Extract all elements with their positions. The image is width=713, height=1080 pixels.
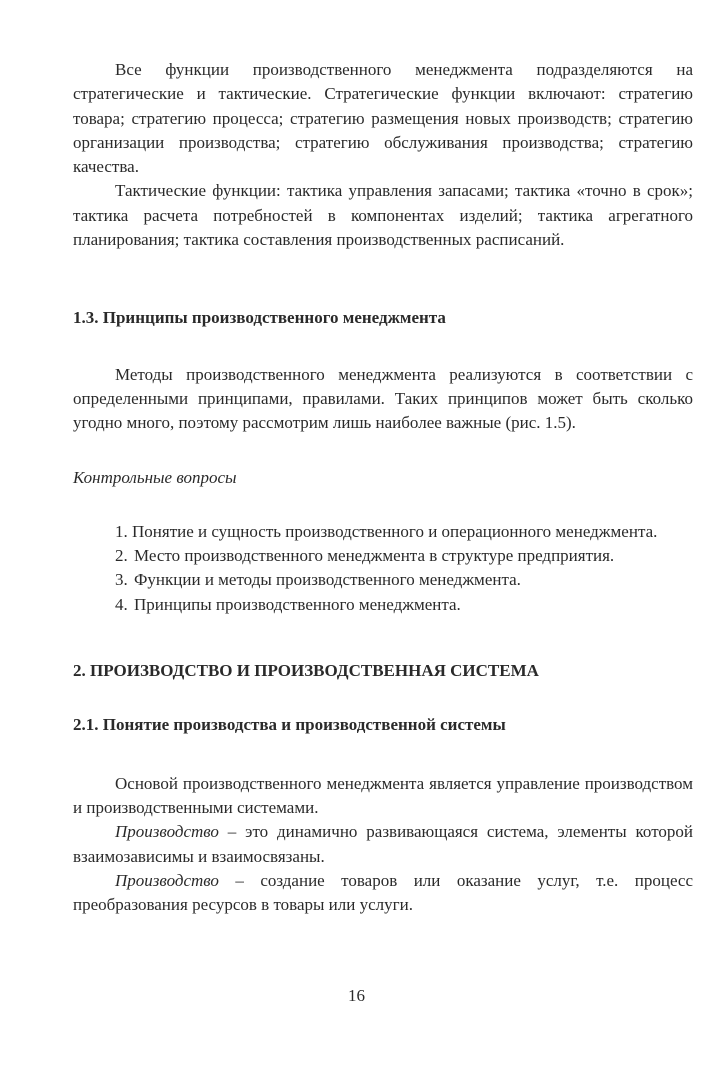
- chapter-2-heading: 2. ПРОИЗВОДСТВО И ПРОИЗВОДСТВЕННАЯ СИСТЕМА: [73, 661, 539, 681]
- term-production: Производство: [115, 822, 219, 842]
- production-definition-1: [73, 820, 693, 869]
- tactical-functions-paragraph: Тактические функции: тактика управления запасами; тактика «точно в срок»; тактика расчета потребностей в компонентах изделий; тактика агрегатного планирования; тактика составления производственных расписаний.: [73, 181, 693, 250]
- question-item: [73, 593, 693, 617]
- basis-paragraph: Основой производственного менеджмента является управление производством и производственными системами.: [73, 773, 693, 817]
- principles-paragraph: Методы производственного менеджмента реализуются в соответствии с определенными принципами, правилами. Таких принципов может быть сколько угодно много, поэтому рассмотрим лишь наиболее важные (рис. 1.5).: [73, 364, 693, 433]
- functions-paragraph: Все функции производственного менеджмента подразделяются на стратегические и тактические. Стратегические функции включают: стратегию товара; стратегию процесса; стратегию размещения новых производств; стратегию организации производства; стратегию обслуживания производства; стратегию качества.: [73, 60, 693, 177]
- question-number: 1.: [115, 521, 128, 541]
- question-item: [73, 520, 693, 544]
- question-number: 4.: [115, 594, 128, 614]
- section-1-3-heading: 1.3. Принципы производственного менеджмента: [73, 308, 446, 328]
- question-text: Принципы производственного менеджмента.: [134, 594, 461, 614]
- definition-text: – это динамично развивающаяся система, элементы которой взаимозависимы и взаимосвязаны.: [73, 822, 693, 866]
- definition-text: – создание товаров или оказание услуг, т.е. процесс преобразования ресурсов в товары или услуги.: [73, 870, 693, 915]
- question-number: 3.: [115, 570, 128, 590]
- question-text: Функции и методы производственного менеджмента.: [134, 570, 521, 590]
- section-2-1-heading: 2.1. Понятие производства и производственной системы: [73, 715, 506, 735]
- page-number: 16: [348, 986, 365, 1005]
- question-item: [73, 544, 693, 568]
- question-number: 2.: [115, 546, 128, 566]
- question-text: Место производственного менеджмента в структуре предприятия.: [134, 546, 615, 566]
- question-item: [73, 568, 693, 592]
- production-definition-2: [73, 869, 693, 918]
- question-text: Понятие и сущность производственного и операционного менеджмента.: [132, 521, 658, 541]
- control-questions-list: [73, 520, 693, 617]
- control-questions-heading: Контрольные вопросы: [73, 467, 237, 487]
- term-production: Производство: [115, 870, 219, 890]
